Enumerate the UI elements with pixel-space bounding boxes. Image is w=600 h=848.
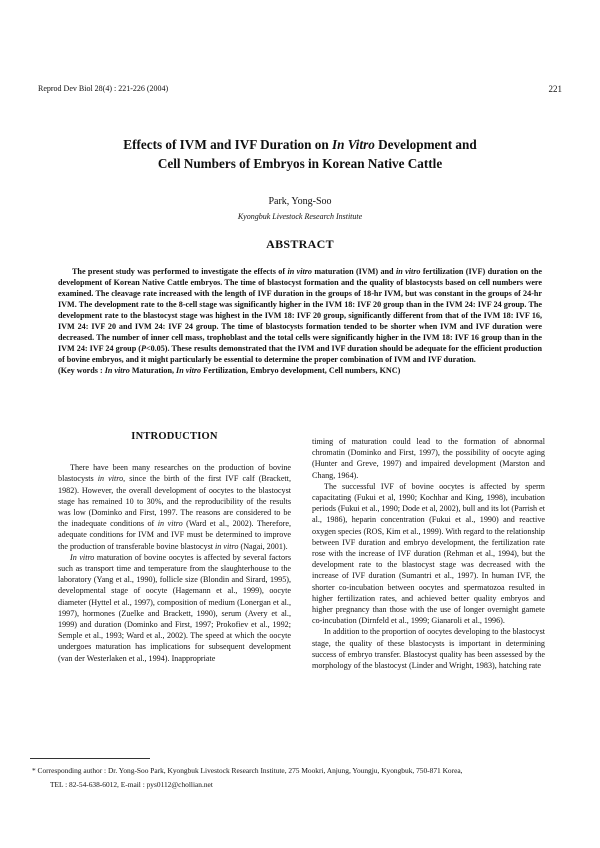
left-column: [58, 431, 291, 664]
paper-title: [40, 135, 560, 173]
title-italic: In Vitro: [331, 137, 375, 152]
intro-paragraph-5: In addition to the proportion of oocytes developing to the blastocyst stage, the quality of these blastocysts is important in determining success of embryo transfer. Blastocyst quality has been assessed by the morphology of the blastocyst (Linder and Wright, 1983), hatching rate: [312, 627, 545, 671]
footnote-rule: [30, 758, 150, 759]
intro-paragraph-2: In vitro maturation of bovine oocytes is affected by several factors such as transport time and temperature from the slaughterhouse to the laboratory (Yang et al., 1990), follicle size (Blondin and Sirard, 1995), developmental stage of oocyte (Hagemann et al., 1999), oocyte diameter (Hyttel et al., 1997), composition of medium (Lonergan et al., 1997), hormones (Zuelke and Brackett, 1990), serum (Avery et al., 1999) and duration (Dominko and First, 1997; Prokofiev et al., 1992; Semple et al., 1993; Ward et al., 2002). The speed at which the oocyte undergoes maturation has implications for subsequent development (van der Westerlaken et al., 1994). Inappropriate: [58, 552, 291, 663]
title-line-2: Cell Numbers of Embryos in Korean Native Cattle: [157, 156, 443, 171]
abstract-body: [58, 266, 542, 376]
intro-paragraph-1: There have been many researches on the production of bovine blastocysts in vitro, since the birth of the first IVF calf (Brackett, 1982). However, the overall development of oocytes to the blastocyst stage has remained 10 to 30%, and the reproducibility of the results was low (Dominko and First, 1997. The reasons are considered to be the inadequate conditions of in vitro (Ward et al., 2002). Therefore, adequate conditions for IVM and IVF must be determined to improve the production of transferable bovine blastocyst in vitro (Nagai, 2001).: [58, 463, 291, 551]
intro-paragraph-3: timing of maturation could lead to the formation of abnormal chromatin (Dominko and First, 1997), the possibility of oocyte aging (Hunter and Greve, 1997) and impaired development (Marston and Chang, 1964).: [312, 437, 545, 480]
introduction-heading: INTRODUCTION: [131, 431, 218, 442]
right-column: [312, 436, 545, 671]
footnote-line-2: TEL : 82-54-638-6012, E-mail : pys0112@chollian.net: [50, 780, 213, 789]
running-header: [38, 84, 562, 96]
page-number: 221: [548, 84, 562, 94]
footnote-line-1: * Corresponding author : Dr. Yong-Soo Park, Kyongbuk Livestock Research Institute, 275 Mookri, Anjung, Youngju, Kyongbuk, 750-871 Korea,: [32, 766, 463, 775]
journal-citation: Reprod Dev Biol 28(4) : 221-226 (2004): [38, 84, 169, 93]
footnote: [32, 764, 572, 792]
title-text: Effects of IVM and IVF Duration on: [123, 137, 332, 152]
author-name: Park, Yong-Soo: [268, 196, 332, 207]
key-words: (Key words : In vitro Maturation, In vitro Fertilization, Embryo development, Cell numbers, KNC): [58, 366, 401, 375]
abstract-paragraph: The present study was performed to investigate the effects of in vitro maturation (IVM) and in vitro fertilization (IVF) duration on the development of Korean Native Cattle embryos. The time of blastocyst formation and the quality of blastocysts based on cell numbers were examined. The cleavage rate increased with the length of IVF duration in the groups of 18-hr IVM, but was constant in the groups of 24-hr IVM. The development rate to the 8-cell stage was significantly higher in the IVM 18: IVF 20 group than in the IVM 24: IVF 24 group. The development rate to the blastocyst stage was highest in the IVM 18: IVF 20 group, significantly different from that of the IVM 18: IVF 16, IVM 24: IVF 20 and IVM 24: IVF 24 group. The time of blastocysts formation tended to be shorter when IVM and IVF duration were decreased. The number of inner cell mass, trophoblast and the total cells were significantly higher in the IVM 18: IVF 16 group than in the IVM 24: IVF 24 group (P<0.05). These results demonstrated that the IVM and IVF duration should be adequate for the efficient production of bovine embryos, and it might particularly be essential to determine the proper combination of IVM and IVF duration.: [58, 267, 542, 364]
intro-paragraph-4: The successful IVF of bovine oocytes is affected by sperm capacitating (Fukui et al, 1990; Kochhar and King, 1998), incubation periods (Fukui et al., 1990; Dode et al, 2002), bull and its lot (Parrish et al., 1986), heparin concentration (Fukui et al., 1990) and reactive oxygen species (ROS, Kim et al., 1999). With regard to the relationship between IVF duration and embryo development, the fertilization rate rose with the increase of IVF duration (Rehman et al., 1994), but the development rate to the blastocyst stage was decreased with the increase of IVF duration (Sumantri et al., 1997). In human IVF, the shorter co-incubation between oocytes and spermatozoa resulted in higher fertilization rates, and achieved better quality embryos and higher pregnancy than those with the use of longer overnight gamete co-incubation (Dirnfeld et al., 1999; Gianaroli et al., 1996).: [312, 481, 545, 626]
author-affiliation: Kyongbuk Livestock Research Institute: [237, 212, 363, 221]
title-line-1: [40, 135, 560, 154]
abstract-heading: ABSTRACT: [266, 237, 334, 251]
title-text: Development and: [374, 137, 477, 152]
